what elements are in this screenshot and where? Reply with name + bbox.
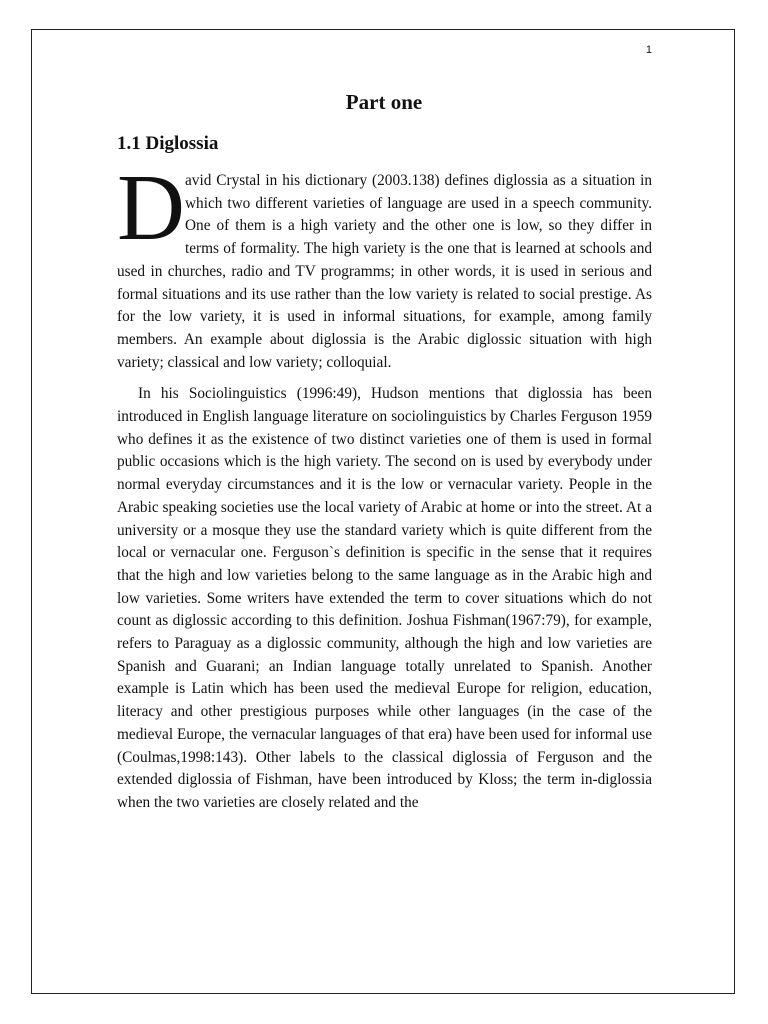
- section-heading: 1.1 Diglossia: [117, 133, 219, 154]
- body-text: [117, 156, 652, 815]
- page-number: 1: [645, 44, 652, 56]
- part-title: Part one: [345, 90, 423, 114]
- paragraph-2: In his Sociolinguistics (1996:49), Hudson mentions that diglossia has been introduced in English language literature on sociolinguistics by Charles Ferguson 1959 who defines it as the existence of two distinct varieties one of them is used in formal public occasions which is the high variety. The second on is used by everybody under normal everyday circumstances and it is the low or vernacular variety. People in the Arabic speaking societies use the local variety of Arabic at home or into the street. At a university or a mosque they use the standard variety which is quite different from the local or vernacular one. Ferguson`s definition is specific in the sense that it requires that the high and low varieties belong to the same language as in the Arabic high and low varieties. Some writers have extended the term to cover situations which do not count as diglossic according to this definition. Joshua Fishman(1967:79), for example, refers to Paraguay as a diglossic community, although the high and low varieties are Spanish and Guarani; an Indian language totally unrelated to Spanish. Another example is Latin which has been used the medieval Europe for religion, education, literacy and other prestigious purposes while other languages (in the case of the medieval Europe, the vernacular languages of that era) have been used for informal use (Coulmas,1998:143). Other labels to the classical diglossia of Ferguson and the extended diglossia of Fishman, have been introduced by Kloss; the term in-diglossia when the two varieties are closely related and the: [117, 385, 652, 811]
- paragraph-1-text: avid Crystal in his dictionary (2003.138) defines diglossia as a situation in which two different varieties of language are used in a speech community. One of them is a high variety and the other one is low, so they differ in terms of formality. The high variety is the one that is learned at schools and used in churches, radio and TV programms; in other words, it is used in serious and formal situations and its use rather than the low variety is related to social prestige. As for the low variety, it is used in informal situations, for example, among family members. An example about diglossia is the Arabic diglossic situation with high variety; classical and low variety; colloquial.: [117, 172, 652, 371]
- paragraph-1: [117, 156, 652, 374]
- drop-cap: D: [117, 156, 185, 260]
